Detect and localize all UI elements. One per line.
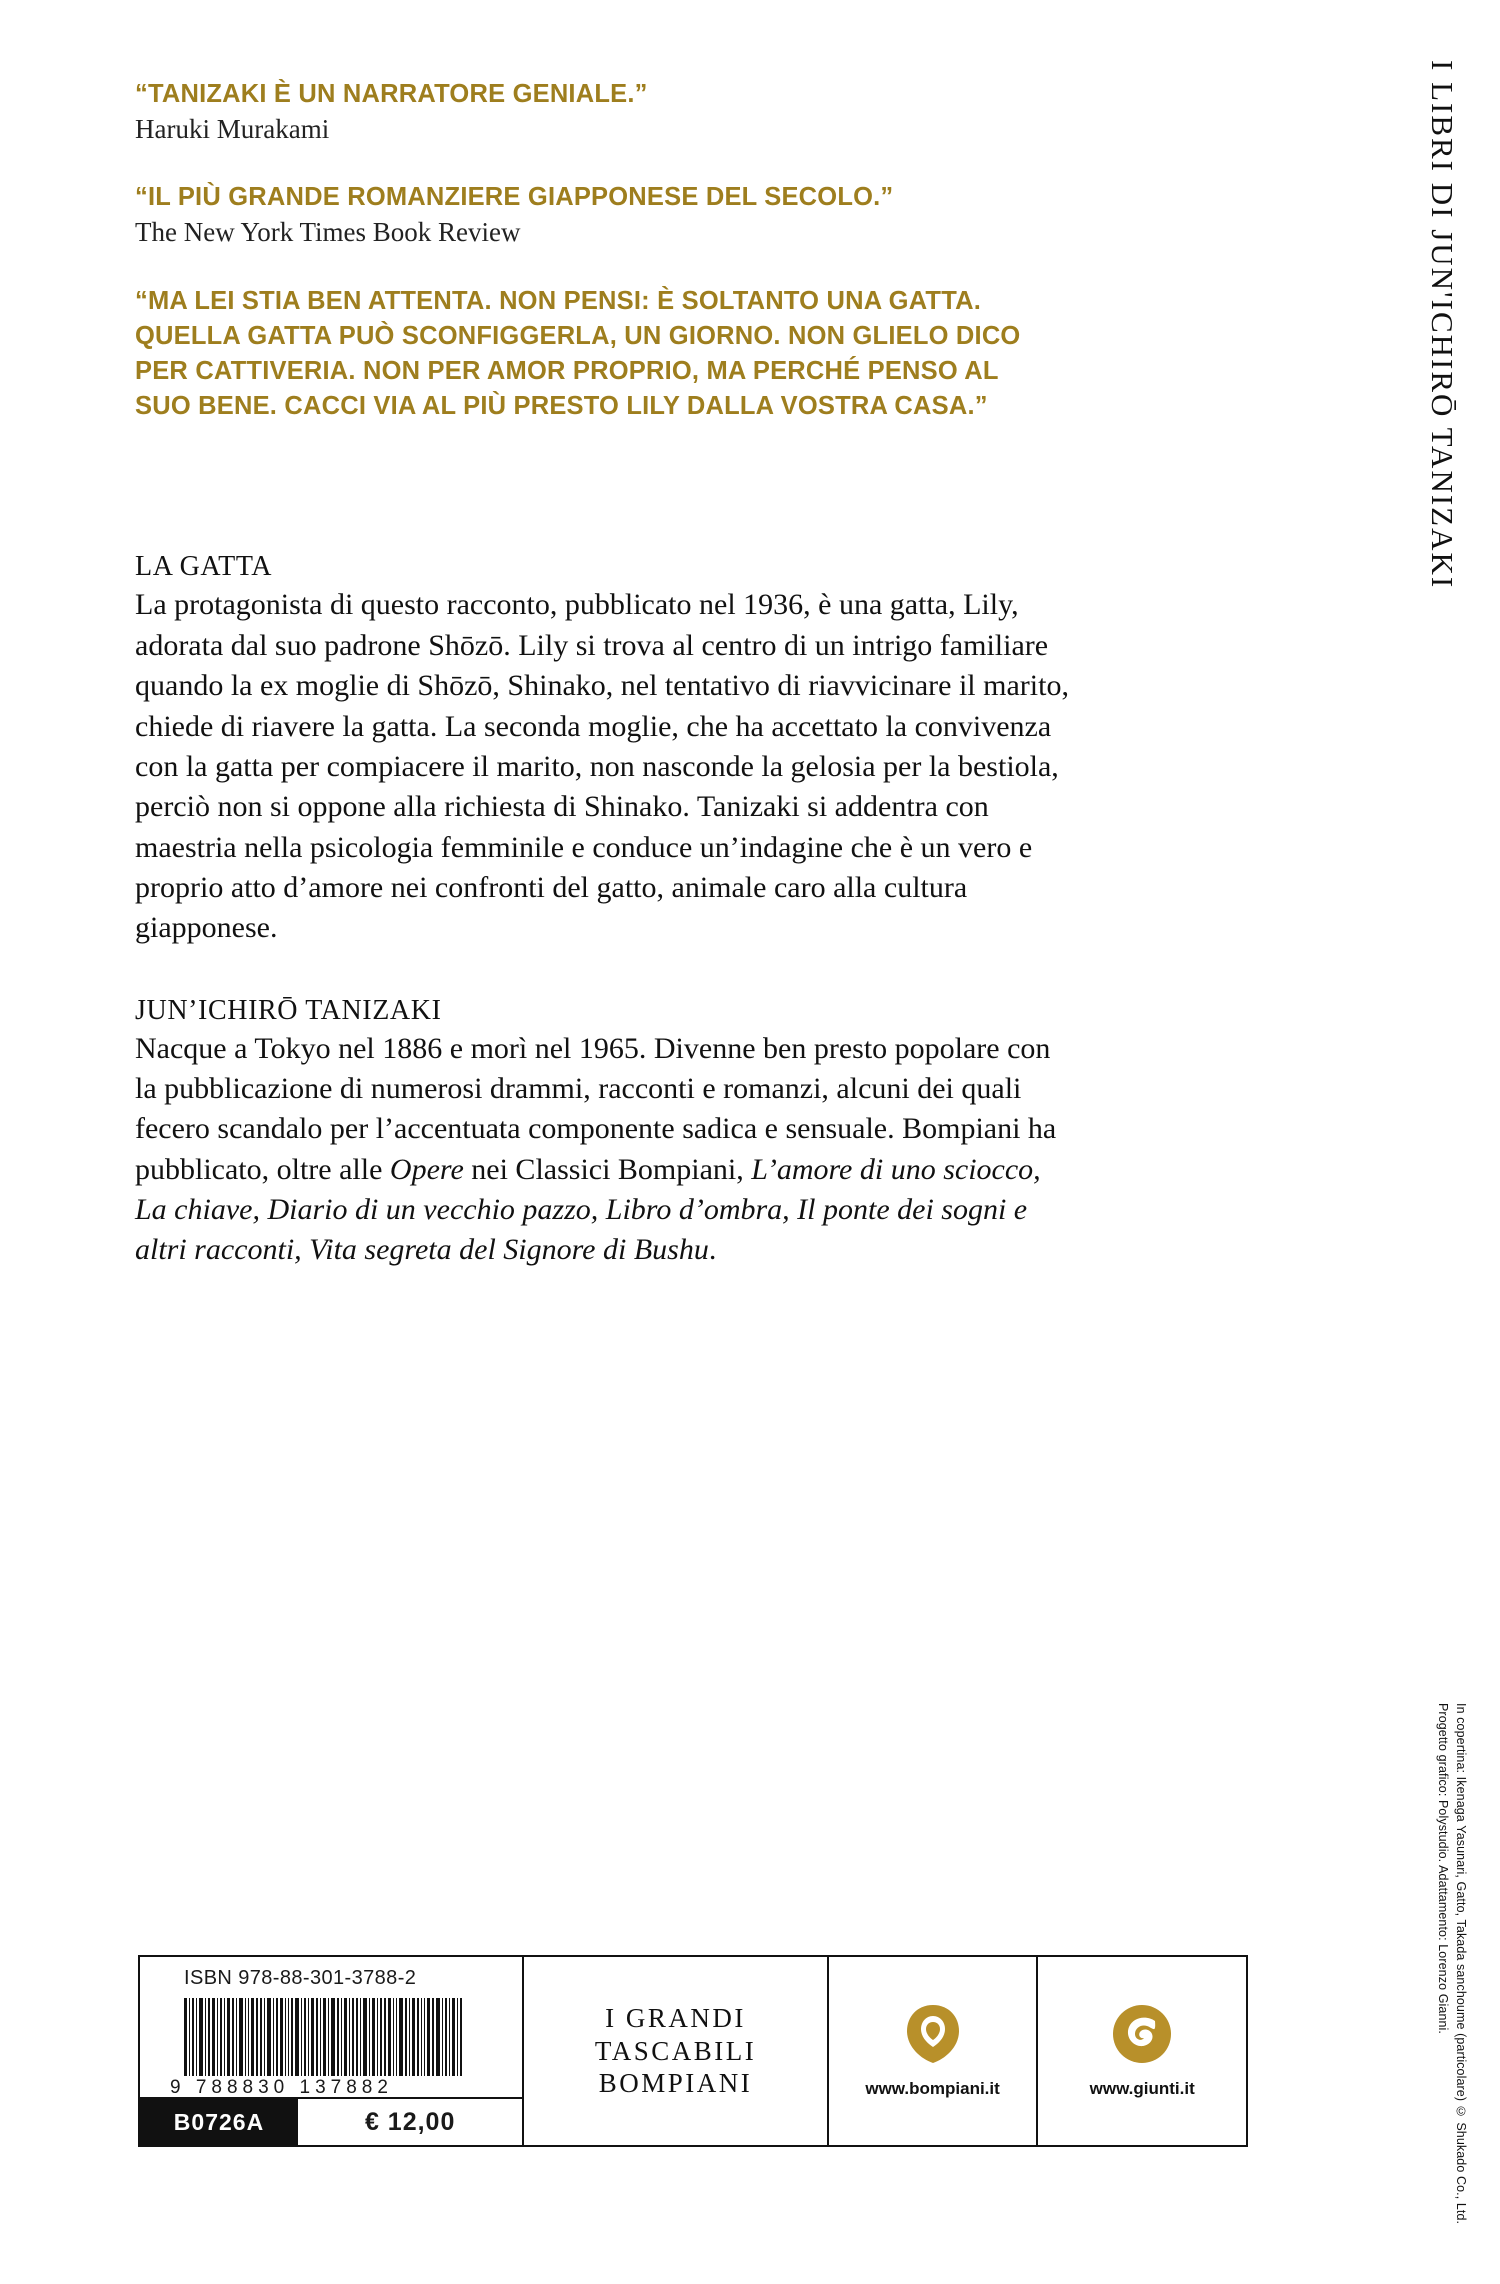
- author-bio-italic-2: L’amore di uno sciocco, La chiave, Diario di un vecchio pazzo, Libro d’ombra, Il ponte dei sogni e altri racconti, Vita segreta del Signore di Bushu: [135, 1152, 1041, 1267]
- blurb-2: [135, 181, 1200, 250]
- barcode-icon: [184, 1998, 464, 2076]
- blurb-2-quote: “IL PIÙ GRANDE ROMANZIERE GIAPPONESE DEL SECOLO.”: [135, 182, 894, 211]
- giunti-logo-icon: [1111, 2003, 1173, 2065]
- giunti-url[interactable]: www.giunti.it: [1089, 2079, 1195, 2098]
- blurb-2-source: The New York Times Book Review: [135, 217, 521, 248]
- back-cover-content: [135, 78, 1200, 1271]
- bompiani-url[interactable]: www.bompiani.it: [865, 2079, 1000, 2098]
- bompiani-cell: [827, 1957, 1037, 2145]
- featured-quote: “MA LEI STIA BEN ATTENTA. NON PENSI: È SOLTANTO UNA GATTA. QUELLA GATTA PUÒ SCONFIGGERLA, UN GIORNO. NON GLIELO DICO PER CATTIVERIA. NON PER AMOR PROPRIO, MA PERCHÉ PENSO AL SUO BENE. CACCI VIA AL PIÙ PRESTO LILY DALLA VOSTRA CASA.”: [135, 286, 1021, 420]
- credits-line-1: In copertina: Ikenaga Yasunari, Gatto, Takada sanchoume (particolare) © Shukado Co., Ltd.: [1454, 1702, 1468, 2224]
- author-bio-italic-1: Opere: [389, 1152, 464, 1186]
- book-description-text: La protagonista di questo racconto, pubblicato nel 1936, è una gatta, Lily, adorata dal suo padrone Shōzō. Lily si trova al centro di un intrigo familiare quando la ex moglie di Shōzō, Shinako, nel tentativo di riavvicinare il marito, chiede di riavere la gatta. La seconda moglie, che ha accettato la convivenza con la gatta per compiacere il marito, non nasconde la gelosia per la bestiola, perciò non si oppone alla richiesta di Shinako. Tanizaki si addentra con maestria nella psicologia femminile e conduce un’indagine che è un vero e proprio atto d’amore nei confronti del gatto, animale caro alla cultura giapponese.: [135, 588, 1069, 945]
- book-description-section: [135, 551, 1200, 948]
- barcode-digits: 9 788830 137882: [170, 2077, 393, 2098]
- author-bio-text: [135, 1029, 1075, 1271]
- series-brand-cell: [522, 1957, 826, 2145]
- giunti-cell: [1036, 1957, 1246, 2145]
- price-label: € 12,00: [364, 2107, 456, 2136]
- series-brand-text: [595, 2002, 756, 2101]
- spine-title: I LIBRI DI JUN'ICHIRŌ TANIZAKI: [1425, 60, 1460, 590]
- bompiani-logo-icon: [903, 2003, 963, 2065]
- isbn-text: ISBN 978-88-301-3788-2: [184, 1967, 417, 1989]
- blurb-1-quote: “TANIZAKI È UN NARRATORE GENIALE.”: [135, 80, 648, 108]
- series-brand-line-2: TASCABILI: [594, 2035, 757, 2066]
- author-bio-part-1: Nacque a Tokyo nel 1886 e morì nel 1965. Divenne ben presto popolare con la pubblicazione di numerosi drammi, racconti e romanzi, alcuni dei quali fecero scandalo per l’accentuata componente sadica e sensuale. Bompiani ha pubblicato, oltre alle: [135, 1031, 1057, 1186]
- product-code: B0726A: [140, 2099, 298, 2145]
- series-brand-line-1: I GRANDI: [605, 2002, 746, 2033]
- author-name-heading: JUN’ICHIRŌ TANIZAKI: [135, 994, 442, 1026]
- blurb-1-source: Haruki Murakami: [135, 114, 330, 145]
- isbn-footer-row: [140, 2097, 522, 2145]
- series-brand-line-3: BOMPIANI: [598, 2068, 753, 2099]
- credits-block: [1434, 1703, 1470, 2224]
- book-title-heading: LA GATTA: [135, 551, 273, 583]
- author-bio-part-2: nei Classici Bompiani,: [463, 1152, 752, 1186]
- author-bio-section: [135, 995, 1200, 1271]
- blurb-1: [135, 78, 1200, 147]
- author-bio-part-3: .: [708, 1233, 717, 1267]
- credits-line-2: Progetto grafico: Polystudio. Adattamento: Lorenzo Gianni.: [1435, 1702, 1450, 2034]
- isbn-cell: [140, 1957, 522, 2145]
- footer-bar: [138, 1955, 1248, 2147]
